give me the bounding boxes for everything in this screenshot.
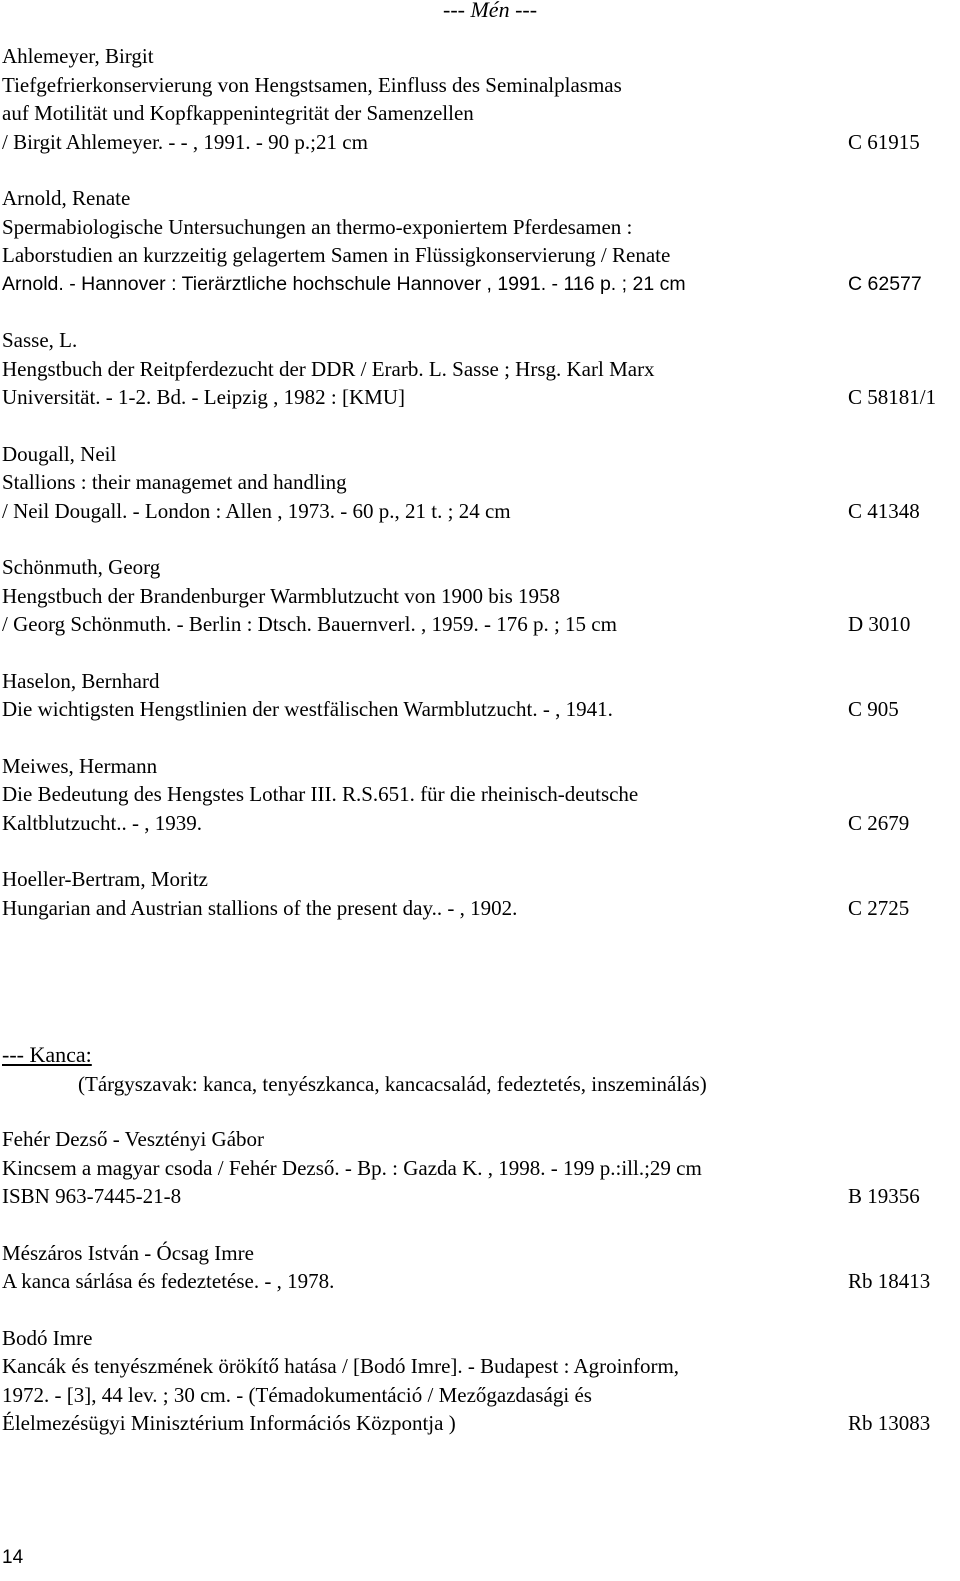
entry-text: Tiefgefrierkonservierung von Hengstsamen, Einfluss des Seminalplasmas: [2, 72, 622, 97]
bibliography-entry: [2, 1324, 957, 1438]
entry-text: Universität. - 1-2. Bd. - Leipzig , 1982 : [KMU]: [2, 385, 406, 409]
entry-description-line: [2, 894, 957, 923]
entry-text: A kanca sárlása és fedeztetése. - , 1978.: [2, 1269, 335, 1293]
call-number: C 2679: [848, 810, 910, 835]
entry-author-line: [2, 326, 957, 355]
entry-author: Bodó Imre: [2, 1325, 93, 1350]
entry-description-line: [2, 355, 957, 384]
entry-author: Mészáros István - Ócsag Imre: [2, 1240, 254, 1265]
entry-text: Stallions : their managemet and handling: [2, 470, 347, 494]
entry-text: Hengstbuch der Reitpferdezucht der DDR / Erarb. L. Sasse ; Hrsg. Karl Marx: [2, 356, 655, 381]
stallion-entries-list: [2, 42, 957, 950]
entry-text: Die wichtigsten Hengstlinien der westfälischen Warmblutzucht. - , 1941.: [2, 697, 613, 721]
entry-author-line: [2, 184, 957, 213]
entry-text: Spermabiologische Untersuchungen an thermo-exponiertem Pferdesamen :: [2, 214, 633, 239]
entry-text: / Georg Schönmuth. - Berlin : Dtsch. Bauernverl. , 1959. - 176 p. ; 15 cm: [2, 612, 617, 636]
entry-text: Arnold. - Hannover : Tierärztliche hochschule Hannover , 1991. - 116 p. ; 21 cm: [2, 272, 686, 295]
entry-text: ISBN 963-7445-21-8: [2, 1184, 182, 1208]
mare-entries-list: [2, 1125, 957, 1466]
entry-text: Laborstudien an kurzzeitig gelagertem Samen in Flüssigkonservierung / Renate: [2, 243, 671, 267]
entry-text: Kaltblutzucht.. - , 1939.: [2, 810, 203, 835]
entry-text: Hungarian and Austrian stallions of the present day.. - , 1902.: [2, 895, 518, 920]
call-number: Rb 18413: [848, 1269, 931, 1293]
call-number: C 41348: [848, 498, 920, 523]
bibliography-entry: [2, 42, 957, 156]
entry-author: Meiwes, Hermann: [2, 753, 158, 778]
entry-description-line: [2, 71, 957, 100]
bibliography-entry: [2, 1125, 957, 1211]
call-number: C 58181/1: [848, 385, 937, 409]
bibliography-entry: [2, 865, 957, 922]
entry-author-line: [2, 865, 957, 894]
entry-description-line: [2, 99, 957, 128]
call-number: C 62577: [848, 272, 922, 295]
entry-text: Die Bedeutung des Hengstes Lothar III. R.S.651. für die rheinisch-deutsche: [2, 782, 639, 806]
entry-author-line: [2, 440, 957, 469]
entry-description-line: [2, 582, 957, 611]
entry-description-line: [2, 1154, 957, 1183]
entry-description-line: [2, 809, 957, 838]
mares-section-keywords: (Tárgyszavak: kanca, tenyészkanca, kancacsalád, fedeztetés, inszeminálás): [78, 1072, 707, 1096]
bibliography-entry: [2, 440, 957, 526]
bibliography-entry: [2, 1239, 957, 1296]
entry-author-line: [2, 1239, 957, 1268]
entry-description-line: [2, 695, 957, 724]
mares-section-heading: --- Kanca:: [2, 1042, 92, 1067]
entry-description-line: [2, 1352, 957, 1381]
entry-description-line: [2, 128, 957, 157]
entry-text: / Neil Dougall. - London : Allen , 1973. - 60 p., 21 t. ; 24 cm: [2, 498, 511, 523]
bibliography-entry: [2, 326, 957, 412]
entry-description-line: [2, 1409, 957, 1438]
call-number: Rb 13083: [848, 1411, 931, 1435]
entry-text: Kancák és tenyészmének örökítő hatása / [Bodó Imre]. - Budapest : Agroinform,: [2, 1354, 680, 1378]
bibliography-entry: [2, 553, 957, 639]
entry-description-line: [2, 497, 957, 526]
bibliography-entry: [2, 184, 957, 298]
entry-author-line: [2, 752, 957, 781]
entry-text: / Birgit Ahlemeyer. - - , 1991. - 90 p.;21 cm: [2, 129, 368, 154]
entry-description-line: [2, 213, 957, 242]
entry-author: Fehér Dezső - Vesztényi Gábor: [2, 1127, 265, 1151]
entry-author: Sasse, L.: [2, 328, 78, 352]
entry-description-line: [2, 1267, 957, 1296]
bibliography-entry: [2, 667, 957, 724]
entry-text: Hengstbuch der Brandenburger Warmblutzucht von 1900 bis 1958: [2, 583, 561, 608]
entry-description-line: [2, 610, 957, 639]
entry-description-line: [2, 270, 957, 299]
entry-author-line: [2, 553, 957, 582]
entry-author: Dougall, Neil: [2, 441, 117, 466]
call-number: C 905: [848, 697, 899, 721]
entry-description-line: [2, 241, 957, 270]
entry-author-line: [2, 667, 957, 696]
entry-text: auf Motilität und Kopfkappenintegrität der Samenzellen: [2, 101, 474, 125]
call-number: C 61915: [848, 129, 920, 154]
entry-author-line: [2, 1125, 957, 1154]
entry-author-line: [2, 42, 957, 71]
entry-description-line: [2, 1381, 957, 1410]
entry-description-line: [2, 780, 957, 809]
call-number: B 19356: [848, 1184, 920, 1208]
entry-author-line: [2, 1324, 957, 1353]
entry-author: Haselon, Bernhard: [2, 668, 160, 693]
page-number: 14: [2, 1547, 24, 1568]
entry-author: Hoeller-Bertram, Moritz: [2, 867, 209, 891]
page-header-section-title: --- Mén ---: [443, 0, 538, 22]
entry-author: Arnold, Renate: [2, 186, 131, 210]
call-number: C 2725: [848, 895, 910, 920]
entry-author: Ahlemeyer, Birgit: [2, 44, 154, 68]
entry-author: Schönmuth, Georg: [2, 555, 161, 579]
entry-description-line: [2, 383, 957, 412]
call-number: D 3010: [848, 612, 911, 636]
entry-text: Kincsem a magyar csoda / Fehér Dezső. - Bp. : Gazda K. , 1998. - 199 p.:ill.;29 cm: [2, 1155, 702, 1180]
entry-text: Élelmezésügyi Minisztérium Információs Központja ): [2, 1411, 456, 1435]
entry-description-line: [2, 468, 957, 497]
entry-description-line: [2, 1182, 957, 1211]
entry-text: 1972. - [3], 44 lev. ; 30 cm. - (Témadokumentáció / Mezőgazdasági és: [2, 1382, 592, 1407]
bibliography-entry: [2, 752, 957, 838]
